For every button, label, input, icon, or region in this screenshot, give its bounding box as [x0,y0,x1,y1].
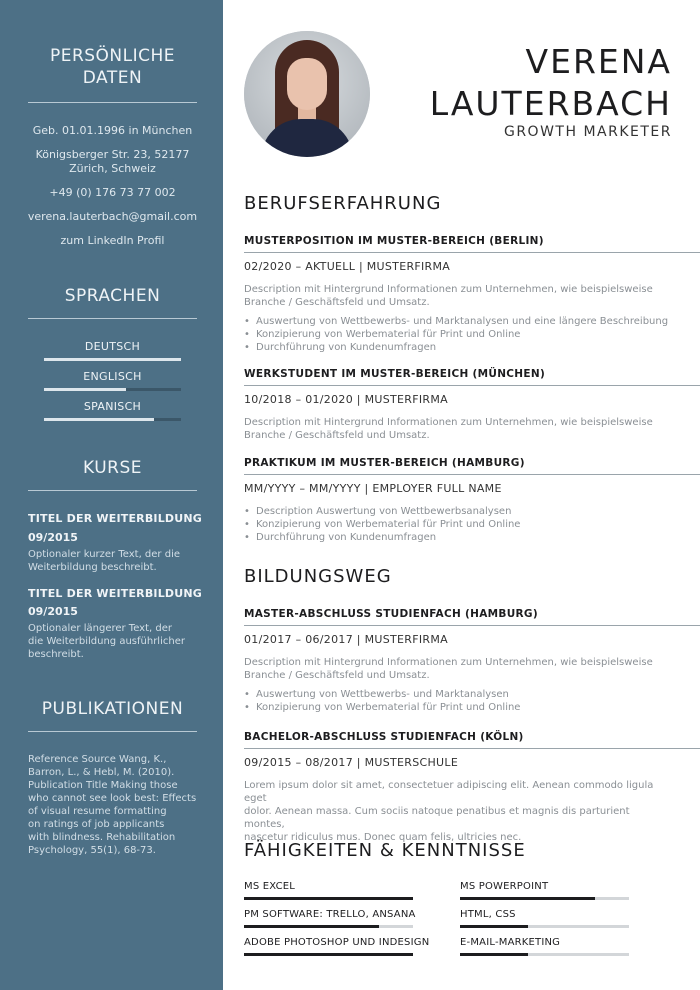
skill-level-bar [244,925,413,928]
skill-level-fill [460,925,528,928]
language-label: ENGLISCH [83,370,142,383]
job-role: GROWTH MARKETER [503,124,672,140]
list-item: • Konzipierung von Werbematerial für Print und Online [244,701,684,714]
divider [244,252,700,253]
publication-line: who cannot see look best: Effects [28,793,197,804]
skill-level-fill [460,897,595,900]
divider [244,748,700,749]
address-line-1: Königsberger Str. 23, 52177 [35,148,190,161]
skill-level-fill [244,925,379,928]
list-item: • Konzipierung von Werbematerial für Print und Online [244,518,684,531]
language-label: DEUTSCH [84,340,141,353]
personal-data-heading [28,45,197,89]
list-item: • Auswertung von Wettbewerbs- und Marktanalysen und eine längere Beschreibung [244,315,684,328]
education-description [244,656,664,682]
skills-heading: FÄHIGKEITEN & KENNTNISSE [244,840,526,861]
course-title: TITEL DER WEITERBILDUNG [28,512,203,525]
education-description-line: dolor. Aenean massa. Cum sociis natoque penatibus et magnis dis parturient montes, [244,806,630,830]
publications-heading: PUBLIKATIONEN [41,699,184,719]
course-date: 09/2015 [28,531,78,544]
course-description-line: die Weiterbildung ausführlicher [28,636,185,647]
list-item: • Auswertung von Wettbewerbs- und Marktanalysen [244,688,684,701]
list-item: • Durchführung von Kundenumfragen [244,341,684,354]
language-level-bar [44,388,181,391]
job-description-line: Branche / Geschäftsfeld und Umsatz. [244,430,430,441]
language-level-fill [44,418,154,421]
skill-level-fill [244,897,413,900]
experience-heading: BERUFSERFAHRUNG [244,193,442,214]
education-meta: 01/2017 – 06/2017 | MUSTERFIRMA [244,633,448,646]
job-description-line: Description mit Hintergrund Informationen zum Unternehmen, wie beispielsweise [244,284,653,295]
job-title: WERKSTUDENT IM MUSTER-BEREICH (MÜNCHEN) [244,368,546,380]
skill-level-bar [244,897,413,900]
job-bullets [244,505,684,544]
publication-line: Barron, L., & Hebl, M. (2010). [28,767,175,778]
divider [28,102,197,103]
skill-label: MS EXCEL [244,881,296,892]
job-description-line: Branche / Geschäftsfeld und Umsatz. [244,297,430,308]
linkedin-link[interactable]: zum LinkedIn Profil [60,234,165,247]
job-meta: MM/YYYY – MM/YYYY | EMPLOYER FULL NAME [244,482,502,495]
publication-line: Publication Title Making those [28,780,178,791]
publication-line: Reference Source Wang, K., [28,754,167,765]
divider [28,731,197,732]
publication-line: with blindness. Rehabilitation [28,832,176,843]
languages-heading: SPRACHEN [64,286,161,306]
course-description-line: Optionaler kurzer Text, der die [28,549,180,560]
divider [244,385,700,386]
skill-level-fill [460,953,528,956]
publication-line: of visual resume formatting [28,806,167,817]
list-item: • Durchführung von Kundenumfragen [244,531,684,544]
publication-line: on ratings of job applicants [28,819,165,830]
courses-heading: KURSE [83,458,142,478]
education-meta: 09/2015 – 08/2017 | MUSTERSCHULE [244,756,459,769]
job-bullets [244,315,684,354]
job-description [244,416,664,442]
course-description-line: Optionaler längerer Text, der [28,623,172,634]
skill-label: E-MAIL-MARKETING [460,937,561,948]
education-description [244,779,664,844]
divider [28,490,197,491]
course-title: TITEL DER WEITERBILDUNG [28,587,203,600]
education-bullets [244,688,684,714]
first-name: VERENA [525,42,672,81]
education-title: BACHELOR-ABSCHLUSS STUDIENFACH (KÖLN) [244,731,524,743]
language-level-fill [44,388,126,391]
skill-level-bar [460,953,629,956]
course-description [28,622,198,661]
course-description-line: Weiterbildung beschreibt. [28,562,157,573]
email-link[interactable]: verena.lauterbach@gmail.com [27,210,198,223]
skill-level-fill [244,953,413,956]
language-label: SPANISCH [83,400,142,413]
education-description-line: Lorem ipsum dolor sit amet, consectetuer adipiscing elit. Aenean commodo ligula eget [244,780,654,804]
photo-face [287,58,327,110]
education-description-line: nascetur ridiculus mus. Donec quam felis, ultricies nec. [244,832,522,843]
skill-label: PM SOFTWARE: TRELLO, ANSANA [244,909,416,920]
skill-label: ADOBE PHOTOSHOP UND INDESIGN [244,937,430,948]
job-meta: 10/2018 – 01/2020 | MUSTERFIRMA [244,393,448,406]
publication-line: Psychology, 55(1), 68-73. [28,845,156,856]
list-item: • Description Auswertung von Wettbewerbsanalysen [244,505,684,518]
job-description-line: Description mit Hintergrund Informationen zum Unternehmen, wie beispielsweise [244,417,653,428]
education-description-line: Branche / Geschäftsfeld und Umsatz. [244,670,430,681]
skill-level-bar [460,897,629,900]
language-level-bar [44,418,181,421]
personal-heading-line-1: PERSÖNLICHE [49,46,176,66]
job-meta: 02/2020 – AKTUELL | MUSTERFIRMA [244,260,451,273]
education-description-line: Description mit Hintergrund Informationen zum Unternehmen, wie beispielsweise [244,657,653,668]
skill-label: MS POWERPOINT [460,881,549,892]
publication-text [28,753,198,857]
phone-number: +49 (0) 176 73 77 002 [49,186,176,199]
last-name: LAUTERBACH [429,84,672,123]
language-level-fill [44,358,181,361]
skill-label: HTML, CSS [460,909,516,920]
sidebar [0,0,223,990]
birth-info: Geb. 01.01.1996 in München [32,124,193,137]
education-heading: BILDUNGSWEG [244,566,392,587]
personal-heading-line-2: DATEN [82,68,143,88]
job-description [244,283,664,309]
education-title: MASTER-ABSCHLUSS STUDIENFACH (HAMBURG) [244,608,538,620]
language-level-bar [44,358,181,361]
course-description [28,548,198,574]
address-line-2: Zürich, Schweiz [69,162,156,175]
list-item: • Konzipierung von Werbematerial für Print und Online [244,328,684,341]
skill-level-bar [244,953,413,956]
divider [244,474,700,475]
course-description-line: beschreibt. [28,649,84,660]
skill-level-bar [460,925,629,928]
job-title: MUSTERPOSITION IM MUSTER-BEREICH (BERLIN) [244,235,544,247]
divider [244,625,700,626]
profile-photo [244,31,370,157]
job-title: PRAKTIKUM IM MUSTER-BEREICH (HAMBURG) [244,457,525,469]
course-date: 09/2015 [28,605,78,618]
divider [28,318,197,319]
